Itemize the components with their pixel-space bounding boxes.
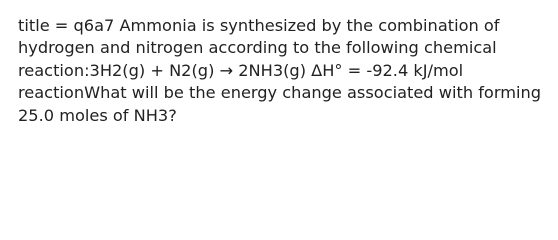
question-text-block — [18, 15, 548, 127]
question-line: hydrogen and nitrogen according to the following chemical — [18, 38, 497, 58]
question-line: reactionWhat will be the energy change associated with forming — [18, 83, 541, 103]
question-line: title = q6a7 Ammonia is synthesized by the combination of — [18, 16, 500, 35]
question-line: reaction:3H2(g) + N2(g) → 2NH3(g) ΔH° = -92.4 kJ/mol — [18, 60, 464, 80]
question-line: 25.0 moles of NH3? — [18, 105, 177, 125]
